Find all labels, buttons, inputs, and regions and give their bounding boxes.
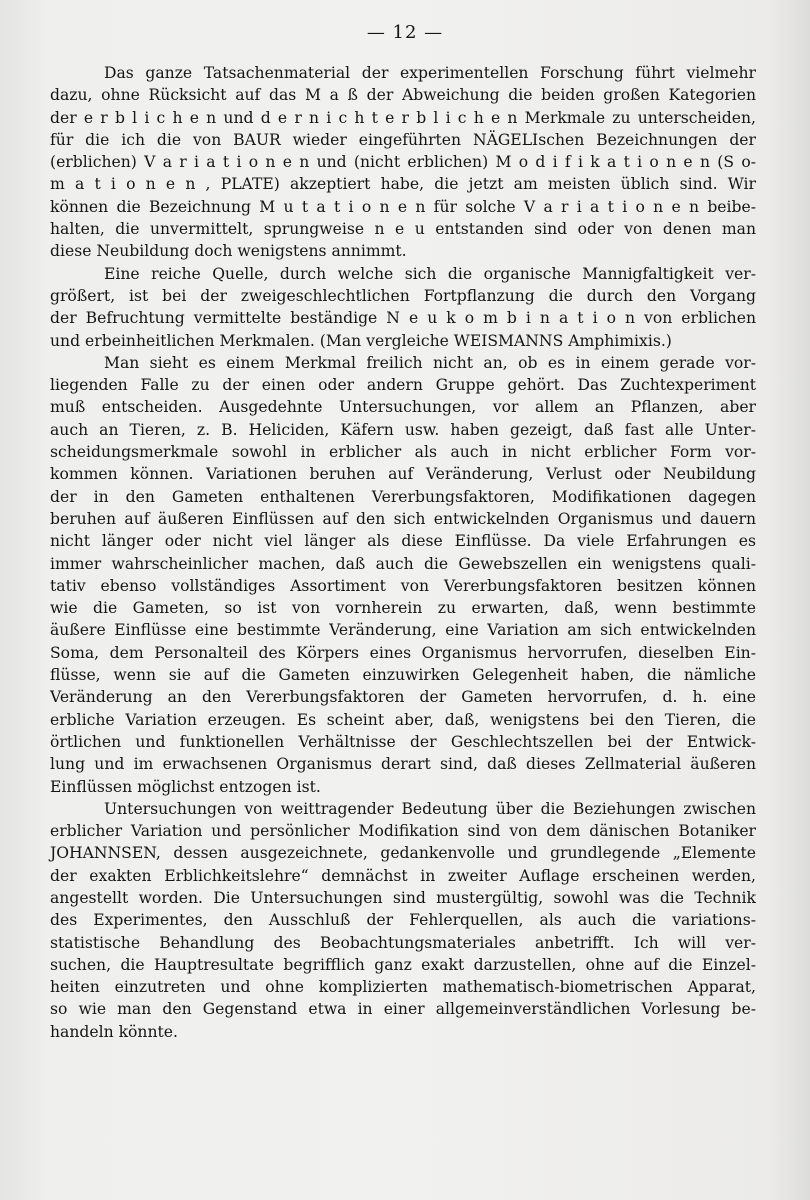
text-line: erbliche Variation erzeugen. Es scheint aber, daß, wenigstens bei den Tieren, die bbox=[50, 710, 756, 729]
text-line: äußere Einflüsse eine bestimmte Veränderung, eine Variation am sich entwickelnden bbox=[50, 621, 756, 640]
text-line: Das ganze Tatsachenmaterial der experimentellen Forschung führt vielmehr bbox=[104, 64, 756, 82]
body-text bbox=[50, 62, 756, 1043]
text-line: handeln könnte. bbox=[50, 1022, 178, 1041]
text-line: heiten einzutreten und ohne komplizierten mathematisch-biometrischen Apparat, bbox=[50, 978, 756, 997]
text-line: für die ich die von BAUR wieder eingeführten NÄGELIschen Bezeichnungen der bbox=[50, 130, 756, 149]
text-line: der Befruchtung vermittelte beständige N e u k o m b i n a t i o n von erblichen bbox=[50, 309, 756, 328]
text-line: scheidungsmerkmale sowohl in erblicher als auch in nicht erblicher Form vor- bbox=[50, 443, 756, 462]
text-line: erblicher Variation und persönlicher Modifikation sind von dem dänischen Botaniker bbox=[50, 822, 756, 841]
text-line: auch an Tieren, z. B. Heliciden, Käfern usw. haben gezeigt, daß fast alle Unter- bbox=[50, 420, 756, 439]
text-line: der in den Gameten enthaltenen Vererbungsfaktoren, Modifikationen dagegen bbox=[50, 487, 756, 506]
text-line: können die Bezeichnung M u t a t i o n e n für solche V a r i a t i o n e n beibe- bbox=[50, 197, 756, 216]
text-line: JOHANNSEN, dessen ausgezeichnete, gedankenvolle und grundlegende „Elemente bbox=[50, 844, 756, 863]
text-line: (erblichen) V a r i a t i o n e n und (nicht erblichen) M o d i f i k a t i o n e n (S o- bbox=[50, 153, 756, 172]
text-line: der exakten Erblichkeitslehre“ demnächst in zweiter Auflage erscheinen werden, bbox=[50, 866, 756, 885]
text-line: suchen, die Hauptresultate begrifflich ganz exakt darzustellen, ohne auf die Einzel- bbox=[50, 955, 756, 974]
text-line: lung und im erwachsenen Organismus derart sind, daß dieses Zellmaterial äußeren bbox=[50, 755, 756, 774]
text-line: angestellt worden. Die Untersuchungen sind mustergültig, sowohl was die Technik bbox=[50, 888, 756, 907]
text-line: dazu, ohne Rücksicht auf das M a ß der Abweichung die beiden großen Kategorien bbox=[50, 86, 756, 105]
text-line: diese Neubildung doch wenigstens annimmt. bbox=[50, 242, 407, 261]
text-line: des Experimentes, den Ausschluß der Fehlerquellen, als auch die variations- bbox=[50, 911, 756, 930]
text-line: beruhen auf äußeren Einflüssen auf den sich entwickelnden Organismus und dauern bbox=[50, 509, 756, 528]
text-line: nicht länger oder nicht viel länger als diese Einflüsse. Da viele Erfahrungen es bbox=[50, 532, 756, 551]
text-line: statistische Behandlung des Beobachtungsmateriales anbetrifft. Ich will ver- bbox=[50, 933, 756, 952]
text-line: kommen können. Variationen beruhen auf Veränderung, Verlust oder Neubildung bbox=[50, 465, 756, 484]
text-line: Man sieht es einem Merkmal freilich nicht an, ob es in einem gerade vor- bbox=[104, 353, 756, 372]
text-line: flüsse, wenn sie auf die Gameten einzuwirken Gelegenheit haben, die nämliche bbox=[50, 666, 756, 685]
text-line: wie die Gameten, so ist von vornherein zu erwarten, daß, wenn bestimmte bbox=[50, 599, 756, 618]
text-line: größert, ist bei der zweigeschlechtlichen Fortpflanzung die durch den Vorgang bbox=[50, 286, 756, 305]
text-line: so wie man den Gegenstand etwa in einer allgemeinverständlichen Vorlesung be- bbox=[50, 1000, 756, 1019]
text-line: m a t i o n e n , PLATE) akzeptiert habe, die jetzt am meisten üblich sind. Wir bbox=[50, 175, 756, 194]
text-line: und erbeinheitlichen Merkmalen. (Man vergleiche WEISMANNS Amphimixis.) bbox=[50, 331, 672, 350]
text-line: muß entscheiden. Ausgedehnte Untersuchungen, vor allem an Pflanzen, aber bbox=[50, 398, 756, 417]
text-line: liegenden Falle zu der einen oder andern Gruppe gehört. Das Zuchtexperiment bbox=[50, 376, 756, 395]
text-line: immer wahrscheinlicher machen, daß auch die Gewebszellen ein wenigstens quali- bbox=[50, 554, 756, 573]
page-number: — 12 — bbox=[366, 22, 444, 43]
text-line: tativ ebenso vollständiges Assortiment von Vererbungsfaktoren besitzen können bbox=[50, 576, 756, 595]
text-line: der e r b l i c h e n und d e r n i c h t e r b l i c h e n Merkmale zu unterscheiden, bbox=[50, 108, 756, 127]
text-line: Soma, dem Personalteil des Körpers eines Organismus hervorrufen, dieselben Ein- bbox=[50, 643, 756, 662]
text-line: Eine reiche Quelle, durch welche sich die organische Mannigfaltigkeit ver- bbox=[104, 264, 756, 283]
text-line: Untersuchungen von weittragender Bedeutung über die Beziehungen zwischen bbox=[104, 799, 756, 818]
text-line: örtlichen und funktionellen Verhältnisse der Geschlechtszellen bei der Entwick- bbox=[50, 732, 756, 751]
text-line: Einflüssen möglichst entzogen ist. bbox=[50, 777, 321, 796]
text-line: Veränderung an den Vererbungsfaktoren der Gameten hervorrufen, d. h. eine bbox=[50, 688, 756, 707]
text-line: halten, die unvermittelt, sprungweise n e u entstanden sind oder von denen man bbox=[50, 220, 756, 239]
